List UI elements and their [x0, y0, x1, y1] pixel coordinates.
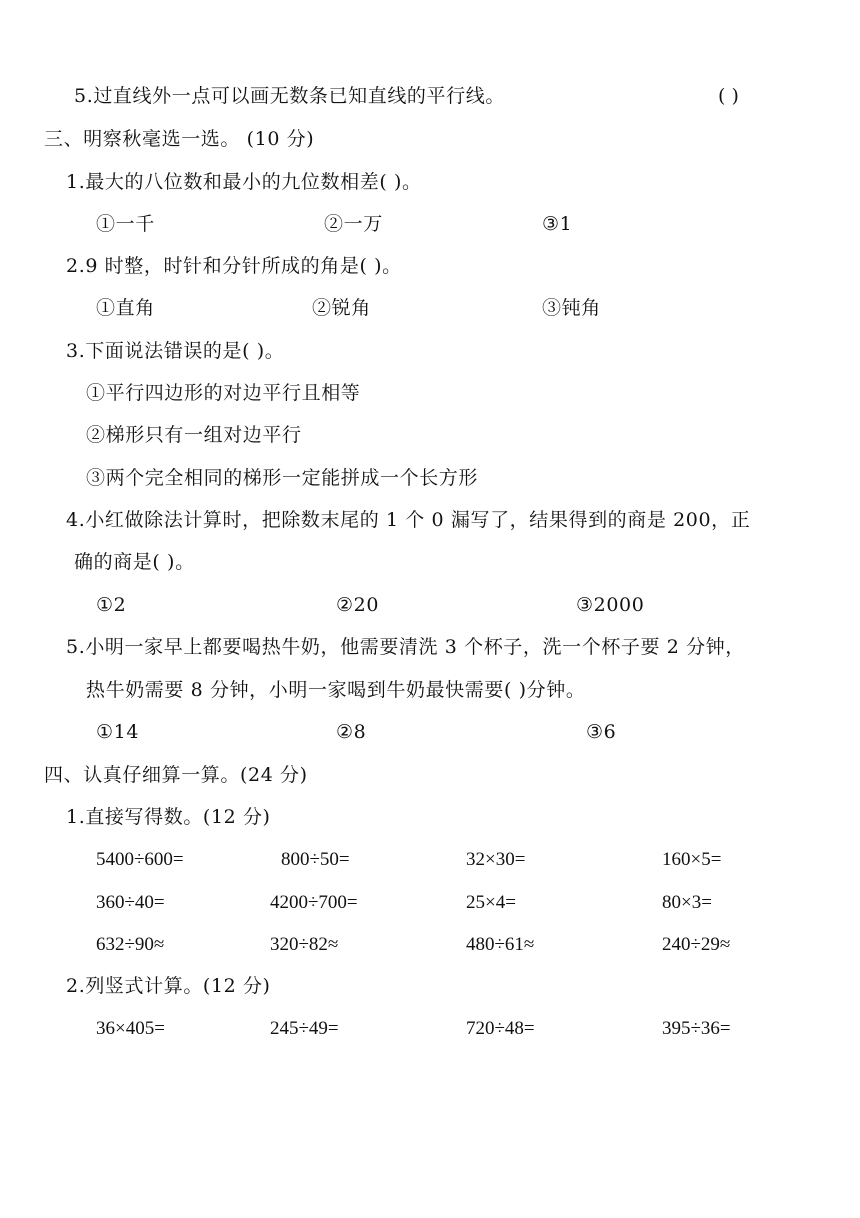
question-text: 1.最大的八位数和最小的九位数相差( )。: [66, 171, 422, 193]
oral-calc-item: 320÷82≈: [270, 934, 339, 955]
option-3: ③6: [586, 721, 617, 743]
oral-calc-item: 240÷29≈: [662, 934, 731, 955]
oral-calc-item: 800÷50=: [281, 849, 350, 870]
vertical-calc-item: 245÷49=: [270, 1018, 339, 1039]
option-1: ①2: [96, 594, 127, 616]
vertical-calc-item: 395÷36=: [662, 1018, 731, 1039]
vertical-calc-item: 36×405=: [96, 1018, 165, 1039]
oral-calc-item: 632÷90≈: [96, 934, 165, 955]
oral-calc-item: 160×5=: [662, 849, 722, 870]
question-text: 5.小明一家早上都要喝热牛奶，他需要清洗 3 个杯子，洗一个杯子要 2 分钟，: [66, 636, 745, 658]
option-2: ②20: [336, 594, 380, 616]
option-1: ①直角: [96, 297, 155, 319]
option-1: ①14: [96, 721, 140, 743]
option-2: ②梯形只有一组对边平行: [86, 424, 302, 446]
oral-calc-item: 80×3=: [662, 892, 712, 913]
option-2: ②锐角: [312, 297, 371, 319]
question-text-continued: 确的商是( )。: [74, 551, 195, 573]
subsection-title: 2.列竖式计算。(12 分): [66, 975, 271, 997]
question-text: 4.小红做除法计算时，把除数末尾的 1 个 0 漏写了，结果得到的商是 200，正: [66, 509, 751, 531]
option-3: ③两个完全相同的梯形一定能拼成一个长方形: [86, 467, 479, 489]
option-2: ②8: [336, 721, 367, 743]
option-3: ③2000: [576, 594, 645, 616]
question-text: 2.9 时整，时针和分针所成的角是( )。: [66, 255, 402, 277]
oral-calc-item: 4200÷700=: [270, 892, 358, 913]
option-3: ③钝角: [542, 297, 601, 319]
section-title: 四、认真仔细算一算。(24 分): [44, 764, 308, 786]
question-text-continued: 热牛奶需要 8 分钟，小明一家喝到牛奶最快需要( )分钟。: [86, 679, 586, 701]
option-1: ①平行四边形的对边平行且相等: [86, 382, 361, 404]
oral-calc-item: 32×30=: [466, 849, 526, 870]
option-1: ①一千: [96, 213, 155, 235]
oral-calc-item: 25×4=: [466, 892, 516, 913]
oral-calc-item: 5400÷600=: [96, 849, 184, 870]
question-text: 5.过直线外一点可以画无数条已知直线的平行线。: [74, 85, 505, 107]
section-title: 三、明察秋毫选一选。 (10 分): [44, 128, 315, 150]
answer-blank[interactable]: ( ): [718, 85, 739, 107]
oral-calc-item: 360÷40=: [96, 892, 165, 913]
oral-calc-item: 480÷61≈: [466, 934, 535, 955]
vertical-calc-item: 720÷48=: [466, 1018, 535, 1039]
option-3: ③1: [542, 213, 573, 235]
question-text: 3.下面说法错误的是( )。: [66, 340, 285, 362]
subsection-title: 1.直接写得数。(12 分): [66, 806, 271, 828]
option-2: ②一万: [324, 213, 383, 235]
